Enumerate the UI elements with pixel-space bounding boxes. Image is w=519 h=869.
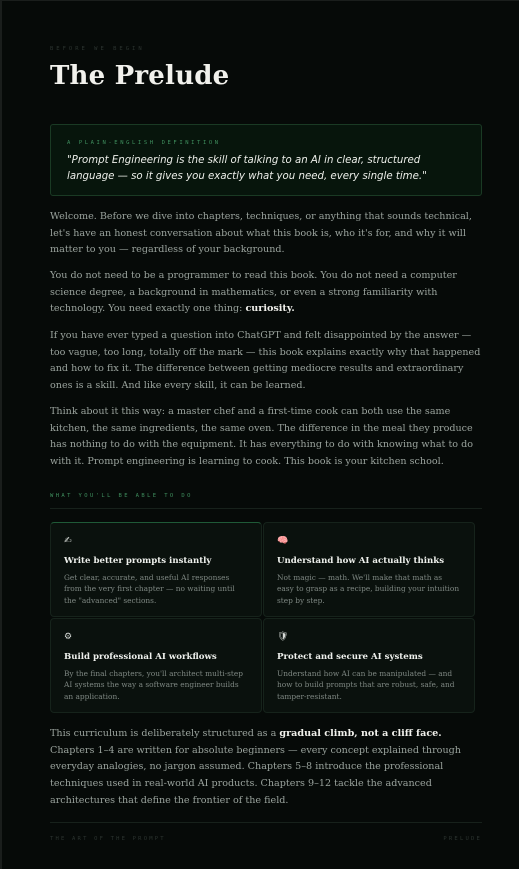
- shield-icon: 🛡: [277, 632, 289, 642]
- writing-hand-icon: ✍: [64, 536, 72, 546]
- page-title: The Prelude: [50, 61, 230, 91]
- card-title: Write better prompts instantly: [64, 556, 212, 566]
- intro-paragraph-2-text: You do not need to be a programmer to read this book. You do not need a computer science degree, a background in mathematics, or even a strong familiarity with technology. You need exactly one thing:: [50, 270, 457, 315]
- card-text: Get clear, accurate, and useful AI responses from the very first chapter — no waiting until the "advanced" sections.: [64, 573, 235, 605]
- card-text: By the final chapters, you'll architect multi-step AI systems the way a software engineer builds an application.: [64, 669, 243, 701]
- card-text: Not magic — math. We'll make that math as easy to grasp as a recipe, building your intuition step by step.: [277, 573, 460, 605]
- intro-paragraph-2-emphasis: curiosity.: [245, 303, 295, 315]
- card-text: Understand how AI can be manipulated — and how to build prompts that are robust, safe, and tamper-resistant.: [277, 669, 455, 701]
- brain-icon: 🧠: [277, 536, 289, 546]
- definition-box: [50, 124, 482, 196]
- card-title: Protect and secure AI systems: [277, 652, 423, 662]
- closing-text-end: Chapters 1–4 are written for absolute beginners — every concept explained through everyday analogies, no jargon assumed. Chapters 5–8 introduce the professional techniques used in real-world AI products. Chapters 9–12 tackle the advanced architectures that define the frontier of the field.: [50, 744, 461, 806]
- section-label: WHAT YOU'LL BE ABLE TO DO: [50, 493, 193, 499]
- closing-paragraph: [50, 726, 484, 810]
- definition-label: A PLAIN-ENGLISH DEFINITION: [67, 140, 221, 146]
- outcome-card-security: [263, 618, 475, 713]
- definition-quote: "Prompt Engineering is the skill of talking to an AI in clear, structured language — so it gives you exactly what you need, every single time.": [67, 155, 427, 182]
- card-title: Understand how AI actually thinks: [277, 556, 445, 566]
- closing-emphasis: gradual climb, not a cliff face.: [279, 728, 442, 739]
- outcome-card-write-prompts: [50, 522, 262, 617]
- intro-paragraph-3: If you have ever typed a question into ChatGPT and felt disappointed by the answer — too vague, too long, totally off the mark — this book explains exactly why that happened and how to fix it. The difference between getting mediocre results and extraordinary ones is a skill. And like every skill, it can be learned.: [50, 330, 481, 392]
- outcome-card-understand-ai: [263, 522, 475, 617]
- outcome-card-workflows: [50, 618, 262, 713]
- card-title: Build professional AI workflows: [64, 652, 217, 662]
- section-divider: [50, 508, 482, 509]
- footer-section-name: PRELUDE: [443, 836, 482, 842]
- footer-book-title: THE ART OF THE PROMPT: [50, 836, 166, 842]
- closing-text-start: This curriculum is deliberately structured as a: [50, 728, 280, 739]
- gear-icon: ⚙: [64, 632, 73, 642]
- footer-divider: [50, 822, 482, 823]
- intro-paragraph-4: Think about it this way: a master chef and a first-time cook can both use the same kitchen, the same ingredients, the same oven. The difference in the meal they produce has nothing to do with the equipment. It has everything to do with knowing what to do with it. Prompt engineering is learning to cook. This book is your kitchen school.: [50, 406, 474, 468]
- overline: BEFORE WE BEGIN: [50, 46, 145, 52]
- intro-paragraph-1: Welcome. Before we dive into chapters, techniques, or anything that sounds technical, let's have an honest conversation about what this book is, who it's for, and why it will matter to you — regardless of your background.: [50, 211, 472, 256]
- intro-paragraph-2: [50, 268, 484, 318]
